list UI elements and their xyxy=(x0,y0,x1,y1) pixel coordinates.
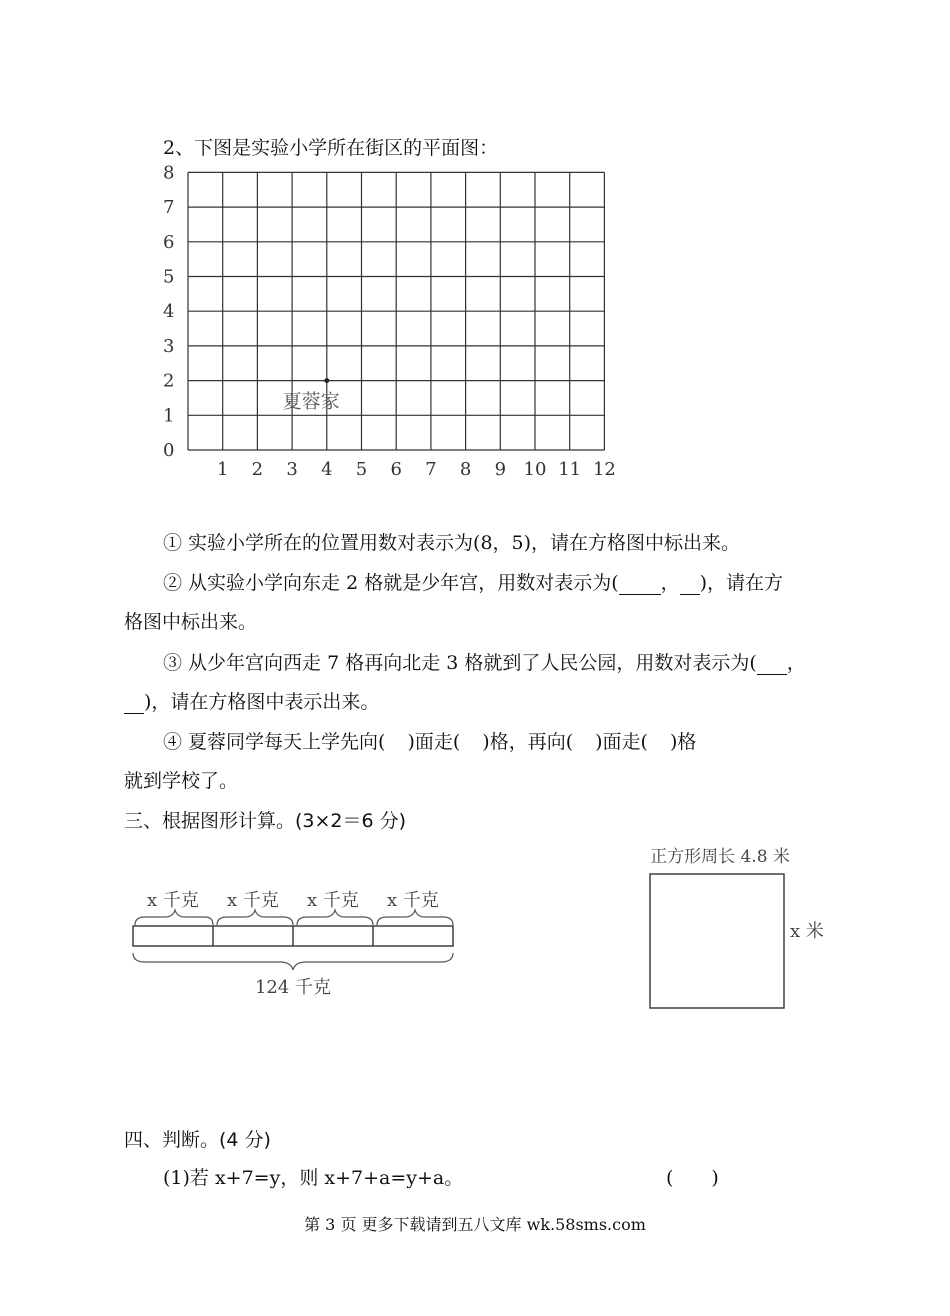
street-grid-map xyxy=(155,160,625,485)
question-2-intro: 2、下图是实验小学所在街区的平面图： xyxy=(163,137,499,159)
item-3-cont xyxy=(124,687,379,714)
weight-bar-figure xyxy=(125,880,465,1005)
item-2 xyxy=(163,568,783,595)
section-3-title: 三、根据图形计算。(3×2＝6 分) xyxy=(124,810,407,832)
x-tick-label: 10 xyxy=(523,459,547,480)
item-3-blank-y[interactable] xyxy=(124,691,144,714)
item-3-blank-x[interactable] xyxy=(757,652,787,675)
item-4-text-c: )格，再向( xyxy=(482,731,574,753)
x-tick-label: 8 xyxy=(459,459,472,480)
y-tick-label: 7 xyxy=(163,197,175,219)
x-tick-label: 2 xyxy=(251,459,264,480)
y-axis-ticks xyxy=(163,162,174,461)
square-shape xyxy=(650,874,784,1008)
x-axis-ticks xyxy=(217,459,616,480)
y-tick-label: 1 xyxy=(163,405,175,427)
y-tick-label: 3 xyxy=(163,335,175,357)
item-2-comma: ， xyxy=(660,572,680,594)
item-2-text-b: )，请在方 xyxy=(699,572,784,594)
segmented-bar xyxy=(133,926,453,946)
x-tick-label: 11 xyxy=(558,459,582,480)
xiarong-home-label: 夏蓉家 xyxy=(282,390,340,413)
y-tick-label: 5 xyxy=(163,266,175,288)
square-figure xyxy=(610,840,840,1020)
x-tick-label: 1 xyxy=(216,459,229,480)
y-tick-label: 8 xyxy=(163,162,175,184)
x-tick-label: 5 xyxy=(355,459,368,480)
x-tick-label: 7 xyxy=(425,459,437,480)
judgment-q1: (1)若 x+7=y，则 x+7+a=y+a。 xyxy=(163,1167,464,1189)
item-4-text-a: ④ 夏蓉同学每天上学先向( xyxy=(163,731,386,753)
judgment-q1-answer[interactable]: ( ) xyxy=(666,1167,719,1189)
x-tick-label: 3 xyxy=(286,459,298,480)
page-footer: 第 3 页 更多下载请到五八文库 wk.58sms.com xyxy=(304,1215,646,1234)
y-tick-label: 2 xyxy=(163,370,175,392)
x-tick-label: 9 xyxy=(494,459,507,480)
y-tick-label: 4 xyxy=(163,301,175,323)
section-4-title: 四、判断。(4 分) xyxy=(124,1129,271,1151)
x-tick-label: 6 xyxy=(390,459,402,480)
item-4 xyxy=(163,727,696,754)
item-2-blank-x[interactable] xyxy=(619,572,661,595)
segment-label-3: x 千克 xyxy=(307,890,359,911)
item-2-text-a: ② 从实验小学向东走 2 格就是少年宫，用数对表示为( xyxy=(163,572,619,594)
top-braces xyxy=(135,910,453,925)
item-4-text-b: )面走( xyxy=(407,731,461,753)
square-caption: 正方形周长 4.8 米 xyxy=(650,847,790,867)
grid-lines xyxy=(188,172,604,450)
item-4-text-d: )面走( xyxy=(595,731,648,753)
xiarong-home-point xyxy=(324,378,329,383)
item-3-comma: ， xyxy=(786,652,806,674)
item-3-text-a: ③ 从少年宫向西走 7 格再向北走 3 格就到了人民公园，用数对表示为( xyxy=(163,652,757,674)
item-2-blank-y[interactable] xyxy=(680,572,700,595)
x-tick-label: 12 xyxy=(592,459,616,480)
item-4-cont: 就到学校了。 xyxy=(124,770,239,792)
square-side-label: x 米 xyxy=(790,921,824,942)
item-4-text-e: )格 xyxy=(669,731,697,753)
x-tick-label: 4 xyxy=(321,459,333,480)
item-3-text-b: )，请在方格图中表示出来。 xyxy=(144,691,380,713)
segment-label-4: x 千克 xyxy=(387,890,439,911)
bottom-brace xyxy=(133,953,453,970)
total-label: 124 千克 xyxy=(254,977,332,998)
y-tick-label: 6 xyxy=(163,231,175,253)
segment-label-2: x 千克 xyxy=(227,890,279,911)
segment-label-1: x 千克 xyxy=(147,890,199,911)
item-3 xyxy=(163,648,806,675)
item-2-cont: 格图中标出来。 xyxy=(124,611,258,633)
item-1: ① 实验小学所在的位置用数对表示为(8，5)，请在方格图中标出来。 xyxy=(163,532,741,554)
y-tick-label: 0 xyxy=(163,440,175,461)
